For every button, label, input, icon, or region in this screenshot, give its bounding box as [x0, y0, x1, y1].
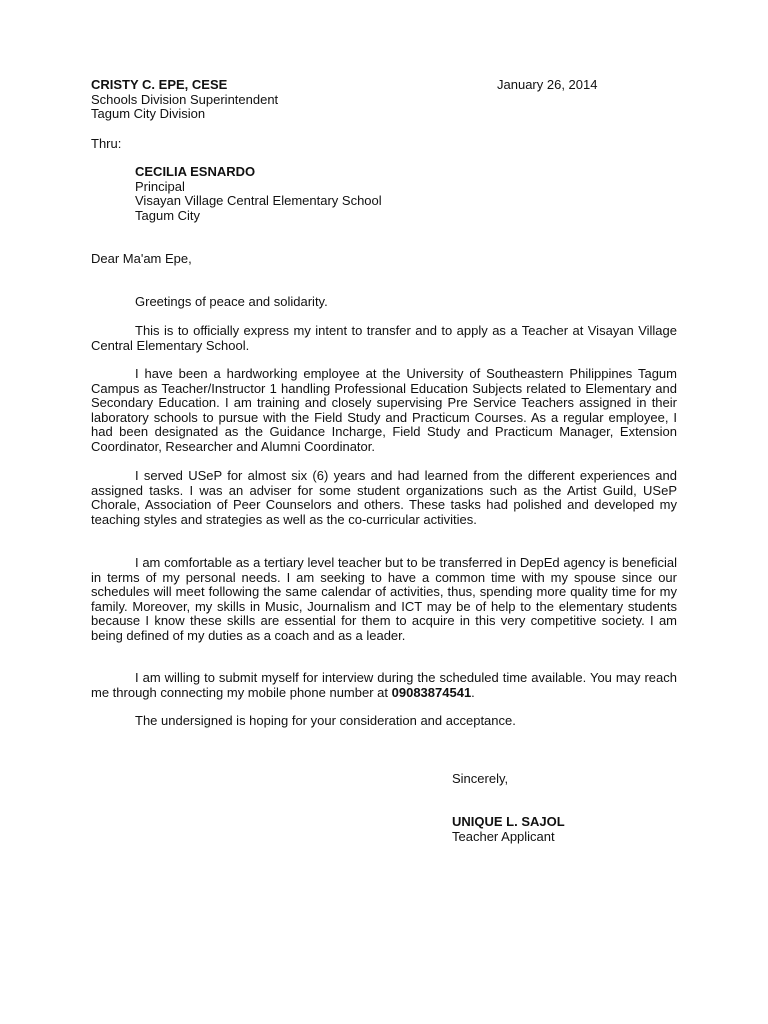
addressee-name: CRISTY C. EPE, CESE	[91, 77, 228, 92]
addressee-office: Tagum City Division	[91, 106, 206, 121]
via-title: Principal	[135, 178, 185, 194]
via-school: Visayan Village Central Elementary School	[135, 193, 382, 208]
signature-block	[452, 815, 565, 844]
addressee-title: Schools Division Superintendent	[91, 91, 279, 107]
via-name: CECILIA ESNARDO	[135, 164, 256, 179]
via-city: Tagum City	[135, 207, 201, 223]
body-paragraph-experience: I served USeP for almost six (6) years and had learned from the different experiences and assigned tasks. I was an adviser for some student organizations such as the Artist Guild, USeP Chorale, Association of Peer Counselors and others. These tasks had polished and developed my teaching styles and strategies as well as the co-curricular activities.	[91, 468, 677, 527]
signer-name: UNIQUE L. SAJOL	[452, 814, 565, 829]
letter-date: January 26, 2014	[497, 77, 598, 92]
body-paragraph-employment: I have been a hardworking employee at the University of Southeastern Philippines Tagum Campus as Teacher/Instructor 1 handling Professional Education Subjects related to Elementary and Secondary Education. I am training and closely supervising Pre Service Teachers assigned in their laboratory schools to pursue with the Field Study and Practicum Courses. As a regular employee, I had been designated as the Guidance Incharge, Field Study and Practicum Manager, Extension Coordinator, Researcher and Alumni Coordinator.	[91, 366, 677, 454]
phone-number: 09083874541	[391, 684, 472, 700]
thru-label: Thru:	[91, 136, 122, 151]
signer-title: Teacher Applicant	[452, 828, 555, 844]
contact-end: .	[471, 684, 475, 700]
body-paragraph-reasons: I am comfortable as a tertiary level teacher but to be transferred in DepEd agency is beneficial in terms of my personal needs. I am seeking to have a common time with my spouse since our schedules will meet following the same calendar of activities, thus, spending more quality time for my family. Moreover, my skills in Music, Journalism and ICT may be of help to the elementary students because I know these skills are essential for them to acquire in this very competitive society. I am being defined of my duties as a coach and as a leader.	[91, 555, 677, 643]
contact-text: I am willing to submit myself for interview during the scheduled time available. You may reach me through connecting my mobile phone number at	[91, 670, 677, 700]
closing-line: Sincerely,	[452, 771, 509, 786]
body-paragraph-greeting: Greetings of peace and solidarity.	[135, 294, 328, 309]
salutation: Dear Ma'am Epe,	[91, 251, 192, 266]
addressee-block	[91, 78, 278, 122]
body-paragraph-intent: This is to officially express my intent to transfer and to apply as a Teacher at Visayan Village Central Elementary School.	[91, 323, 677, 353]
via-block	[135, 165, 382, 223]
body-paragraph-closing: The undersigned is hoping for your consideration and acceptance.	[135, 713, 516, 728]
body-paragraph-contact	[91, 671, 677, 700]
